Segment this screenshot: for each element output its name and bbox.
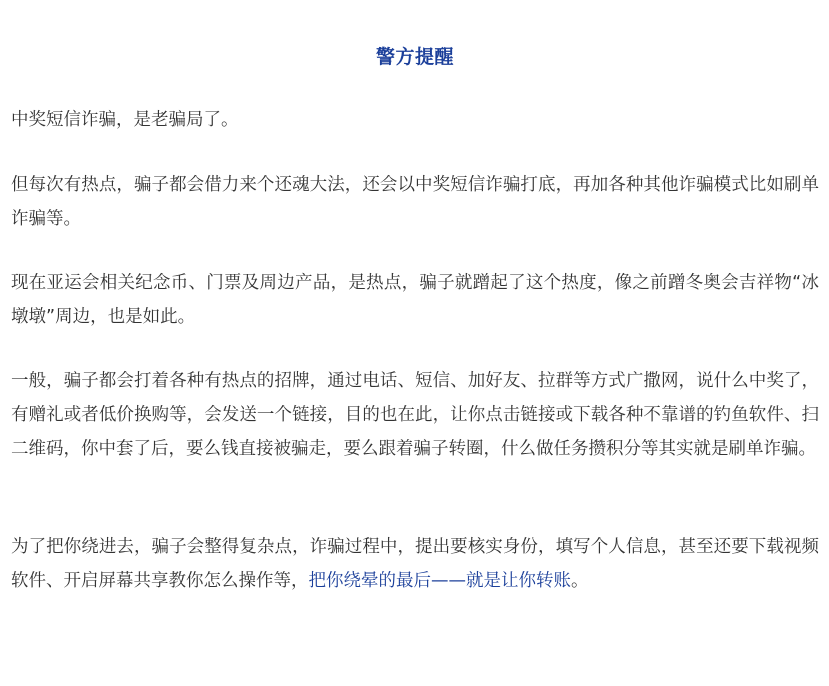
paragraph-5 [11, 530, 819, 598]
paragraph-1: 中奖短信诈骗，是老骗局了。 [11, 110, 239, 130]
paragraph-5-highlight: 把你绕晕的最后——就是让你转账 [308, 571, 571, 591]
paragraph-5-end: 。 [571, 571, 589, 591]
paragraph-3: 现在亚运会相关纪念币、门票及周边产品，是热点，骗子就蹭起了这个热度，像之前蹭冬奥会吉祥物“冰墩墩”周边，也是如此。 [11, 273, 819, 327]
paragraph-4: 一般，骗子都会打着各种有热点的招牌，通过电话、短信、加好友、拉群等方式广撒网，说什么中奖了，有赠礼或者低价换购等，会发送一个链接，目的也在此，让你点击链接或下载各种不靠谱的钓鱼软件、扫二维码，你中套了后，要么钱直接被骗走，要么跟着骗子转圈，什么做任务攒积分等其实就是刷单诈骗。 [11, 371, 819, 459]
paragraph-2: 但每次有热点，骗子都会借力来个还魂大法，还会以中奖短信诈骗打底，再加各种其他诈骗模式比如刷单诈骗等。 [11, 175, 819, 229]
article-title: 警方提醒 [375, 46, 454, 68]
paragraph-5-text: 为了把你绕进去，骗子会整得复杂点，诈骗过程中，提出要核实身份，填写个人信息，甚至还要下载视频软件、开启屏幕共享教你怎么操作等， [11, 537, 819, 591]
